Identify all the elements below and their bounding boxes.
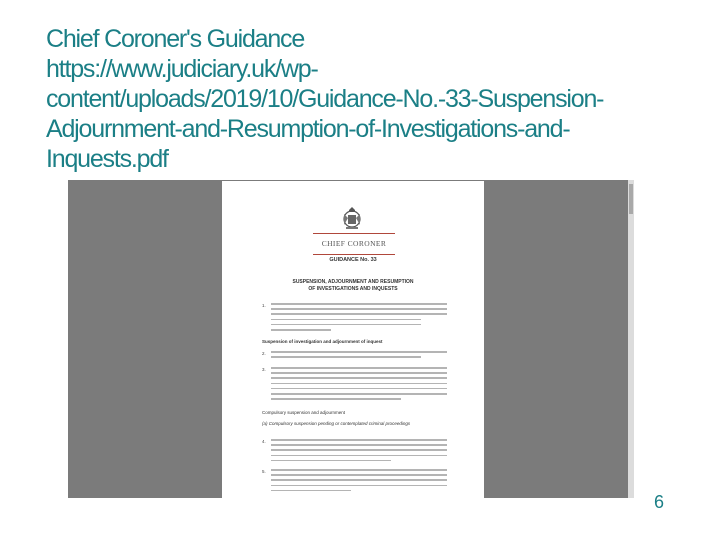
guidance-number: GUIDANCE No. 33: [329, 257, 377, 263]
text-line: [271, 444, 447, 446]
slide-title-line: Adjournment-and-Resumption-of-Investigations-and-: [46, 115, 570, 143]
paragraph-number: 2.: [262, 351, 266, 356]
document-page: [222, 181, 484, 498]
sub-heading: (a) Compulsory suspension pending or contemplated criminal proceedings: [262, 421, 411, 426]
text-line: [271, 351, 447, 353]
text-line: [271, 469, 447, 471]
paragraph-number: 1.: [262, 303, 266, 308]
text-line: [271, 490, 351, 492]
text-line: [271, 377, 447, 379]
paragraph: [262, 469, 447, 495]
slide-title-line: Chief Coroner's Guidance: [46, 25, 305, 53]
text-line: [271, 398, 401, 400]
text-line: [271, 303, 447, 305]
compulsory-heading: Compulsory suspension and adjournment: [262, 410, 346, 415]
text-line: [271, 356, 421, 358]
slide-title-line: Inquests.pdf: [46, 145, 168, 173]
text-line: [271, 460, 391, 462]
text-line: [271, 324, 421, 326]
text-line: [271, 479, 447, 481]
text-line: [271, 329, 331, 331]
paragraph: [262, 351, 447, 361]
text-line: [271, 485, 447, 487]
document-title-line: OF INVESTIGATIONS AND INQUESTS: [308, 285, 398, 292]
document-title: [222, 279, 484, 292]
section-heading: Suspension of investigation and adjournment of inquest: [262, 339, 383, 344]
text-line: [271, 319, 421, 321]
chief-coroner-banner: CHIEF CORONER: [313, 233, 395, 255]
slide-number: 6: [654, 492, 665, 512]
slide-title-line: https://www.judiciary.uk/wp-: [46, 55, 318, 83]
text-line: [271, 372, 447, 374]
slide-title-line: content/uploads/2019/10/Guidance-No.-33-Suspension-: [46, 85, 604, 113]
text-line: [271, 367, 447, 369]
paragraph: [262, 303, 447, 334]
text-line: [271, 455, 447, 457]
scrollbar-thumb[interactable]: [629, 184, 633, 214]
slide-title: [46, 24, 686, 174]
text-line: [271, 388, 447, 390]
pdf-viewer-screenshot: [68, 180, 634, 498]
paragraph: [262, 439, 447, 465]
text-line: [271, 383, 447, 385]
text-line: [271, 439, 447, 441]
paragraph-number: 4.: [262, 439, 266, 444]
viewer-scrollbar[interactable]: [628, 180, 634, 498]
text-line: [271, 308, 447, 310]
paragraph-number: 3.: [262, 367, 266, 372]
text-line: [271, 393, 447, 395]
paragraph: [262, 367, 447, 403]
text-line: [271, 449, 447, 451]
text-line: [271, 474, 447, 476]
document-title-line: SUSPENSION, ADJOURNMENT AND RESUMPTION: [292, 279, 414, 285]
paragraph-number: 5.: [262, 469, 266, 474]
text-line: [271, 313, 447, 315]
royal-crest-icon: [339, 206, 365, 232]
